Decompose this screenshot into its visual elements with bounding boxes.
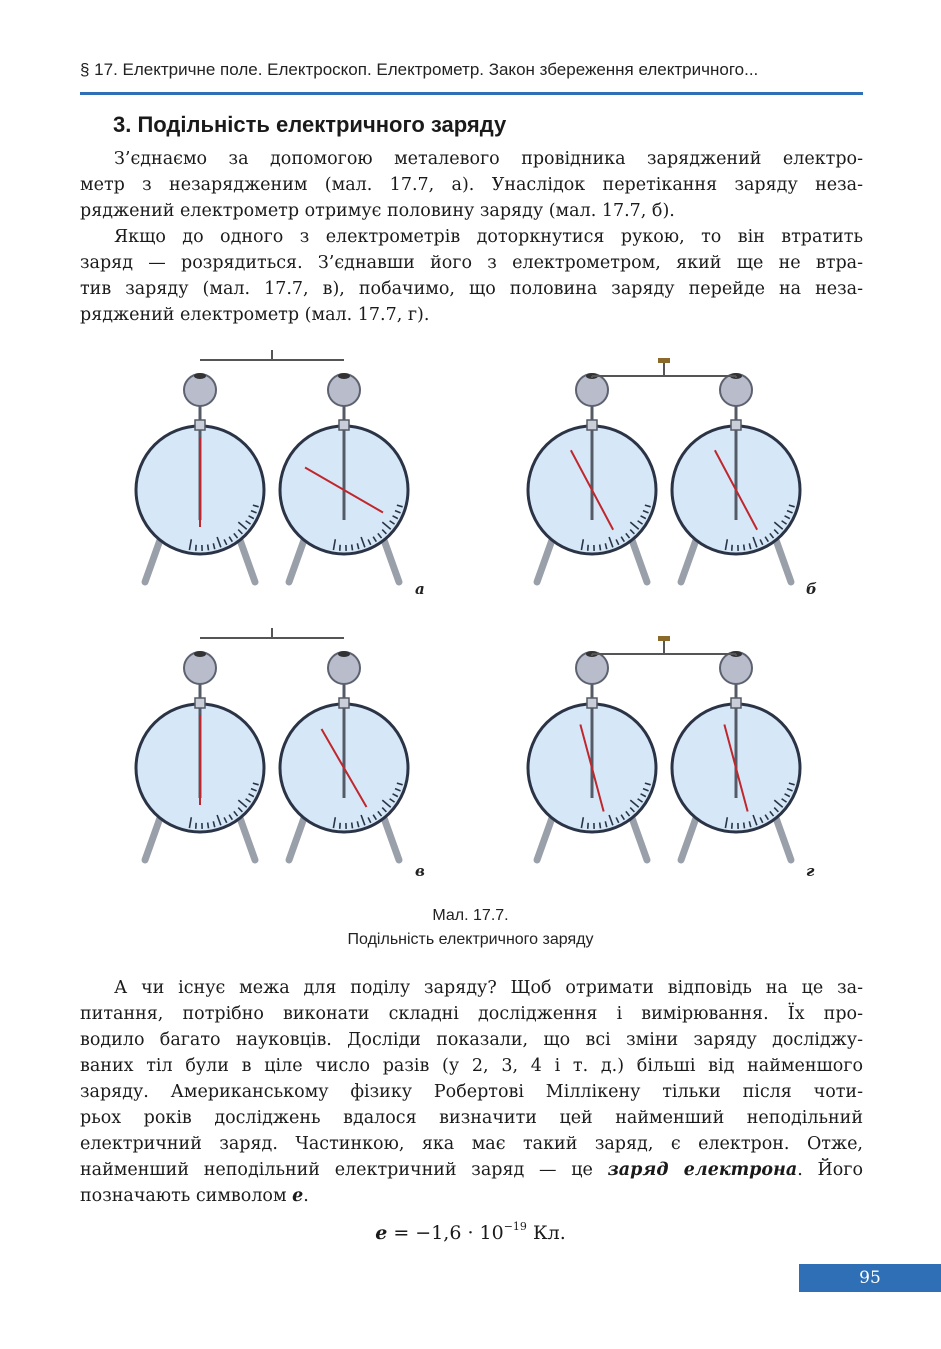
text-line: ряджений електрометр отримує половину заряду (мал. 17.7, б).	[80, 201, 675, 221]
formula-symbol: e	[375, 1222, 388, 1244]
collar	[195, 698, 205, 708]
text-line: З’єднаємо за допомогою металевого провідника заряджений електро-	[114, 149, 863, 169]
scale-tick	[208, 822, 209, 828]
text-line: рьох років досліджень вдалося визначити цей найменший неподільний	[80, 1108, 863, 1128]
leg	[776, 540, 791, 582]
term-symbol-e: e	[292, 1186, 304, 1206]
text-fragment: позначають символом	[80, 1186, 293, 1206]
formula-exponent: −19	[503, 1220, 527, 1233]
electrometer-left	[528, 651, 656, 860]
panel-label-g: г	[806, 862, 815, 880]
scale-tick	[600, 544, 601, 550]
figure-panel-a	[130, 350, 430, 600]
panel-label-b: б	[806, 580, 817, 598]
leg	[289, 818, 304, 860]
electrometer-left	[136, 373, 264, 582]
leg	[240, 818, 255, 860]
insulating-handle	[658, 358, 670, 363]
ball-top	[338, 373, 350, 379]
electrometer-pair-a	[130, 350, 430, 590]
text-fragment: найменший неподільний електричний заряд — це	[80, 1160, 608, 1180]
text-line: ваних тіл були в ціле число разів (у 2, 3, 4 і т. д.) більші від найменшого	[80, 1056, 863, 1076]
electrometer-right	[280, 373, 408, 582]
panel-label-a: а	[415, 580, 425, 598]
paragraph-3	[80, 975, 863, 1209]
figure-panel-b	[522, 350, 822, 600]
text-line: ряджений електрометр (мал. 17.7, г).	[80, 305, 430, 325]
collar	[587, 698, 597, 708]
leg	[384, 540, 399, 582]
formula-unit: Кл.	[526, 1222, 566, 1244]
text-line: А чи існує межа для поділу заряду? Щоб отримати відповідь на це за-	[114, 978, 863, 998]
leg	[776, 818, 791, 860]
scale-tick	[744, 822, 745, 828]
scale-tick	[352, 544, 353, 550]
electrometer-right	[672, 651, 800, 860]
scale-tick	[600, 822, 601, 828]
leg	[145, 818, 160, 860]
text-line: електричний заряд. Частинкою, яка має такий заряд, є електрон. Отже,	[80, 1134, 863, 1154]
leg	[681, 540, 696, 582]
scale-tick	[208, 544, 209, 550]
figure-caption-text: Подільність електричного заряду	[347, 931, 594, 948]
section-title: 3. Подільність електричного заряду	[113, 112, 507, 137]
figure-panel-g	[522, 628, 822, 878]
scale-tick	[352, 822, 353, 828]
leg	[537, 818, 552, 860]
paragraph-2	[80, 224, 863, 328]
collar	[731, 420, 741, 430]
electrometer-left	[528, 373, 656, 582]
leg	[681, 818, 696, 860]
text-line: питання, потрібно виконати складні дослідження і вимірювання. Їх про-	[80, 1004, 863, 1024]
electrometer-pair-b	[522, 350, 822, 590]
leg	[240, 540, 255, 582]
text-line-symbol	[80, 1183, 863, 1209]
formula-electron-charge	[0, 1220, 941, 1244]
electrometer-pair-v	[130, 628, 430, 868]
figure-caption-number: Мал. 17.7.	[432, 907, 509, 924]
ball-top	[194, 651, 206, 657]
text-line: метр з незарядженим (мал. 17.7, а). Унаслідок перетікання заряду неза-	[80, 175, 863, 195]
collar	[587, 420, 597, 430]
electrometer-pair-g	[522, 628, 822, 868]
ball-top	[194, 373, 206, 379]
insulating-handle	[658, 636, 670, 641]
page-number: 95	[799, 1264, 941, 1292]
leg	[632, 540, 647, 582]
running-head: § 17. Електричне поле. Електроскоп. Електрометр. Закон збереження електричного...	[80, 60, 759, 79]
collar	[339, 420, 349, 430]
scale-tick	[744, 544, 745, 550]
text-fragment: .	[303, 1186, 309, 1206]
ball-top	[338, 651, 350, 657]
collar	[731, 698, 741, 708]
leg	[537, 540, 552, 582]
leg	[289, 540, 304, 582]
leg	[145, 540, 160, 582]
text-line: водило багато науковців. Досліди показали, що всі зміни заряду досліджу-	[80, 1030, 863, 1050]
text-line: тив заряду (мал. 17.7, в), побачимо, що половина заряду перейде на неза-	[80, 279, 863, 299]
term-electron-charge: заряд електрона	[607, 1160, 798, 1180]
collar	[195, 420, 205, 430]
text-line: заряд — розрядиться. З’єднавши його з електрометром, який ще не втра-	[80, 253, 863, 273]
header-rule	[80, 92, 863, 95]
text-line: Якщо до одного з електрометрів доторкнутися рукою, то він втратить	[114, 227, 863, 247]
panel-label-v: в	[415, 862, 425, 880]
paragraph-1	[80, 146, 863, 224]
text-line-electron	[80, 1157, 863, 1183]
electrometer-right	[672, 373, 800, 582]
electrometer-right	[280, 651, 408, 860]
figure-panel-v	[130, 628, 430, 878]
text-fragment: . Його	[797, 1160, 864, 1180]
electrometer-left	[136, 651, 264, 860]
leg	[632, 818, 647, 860]
formula-rhs: = −1,6 · 10	[387, 1222, 504, 1244]
collar	[339, 698, 349, 708]
text-line: заряду. Американському фізику Робертові Міллікену тільки після чоти-	[80, 1082, 863, 1102]
leg	[384, 818, 399, 860]
figure-electrometers	[100, 340, 860, 900]
